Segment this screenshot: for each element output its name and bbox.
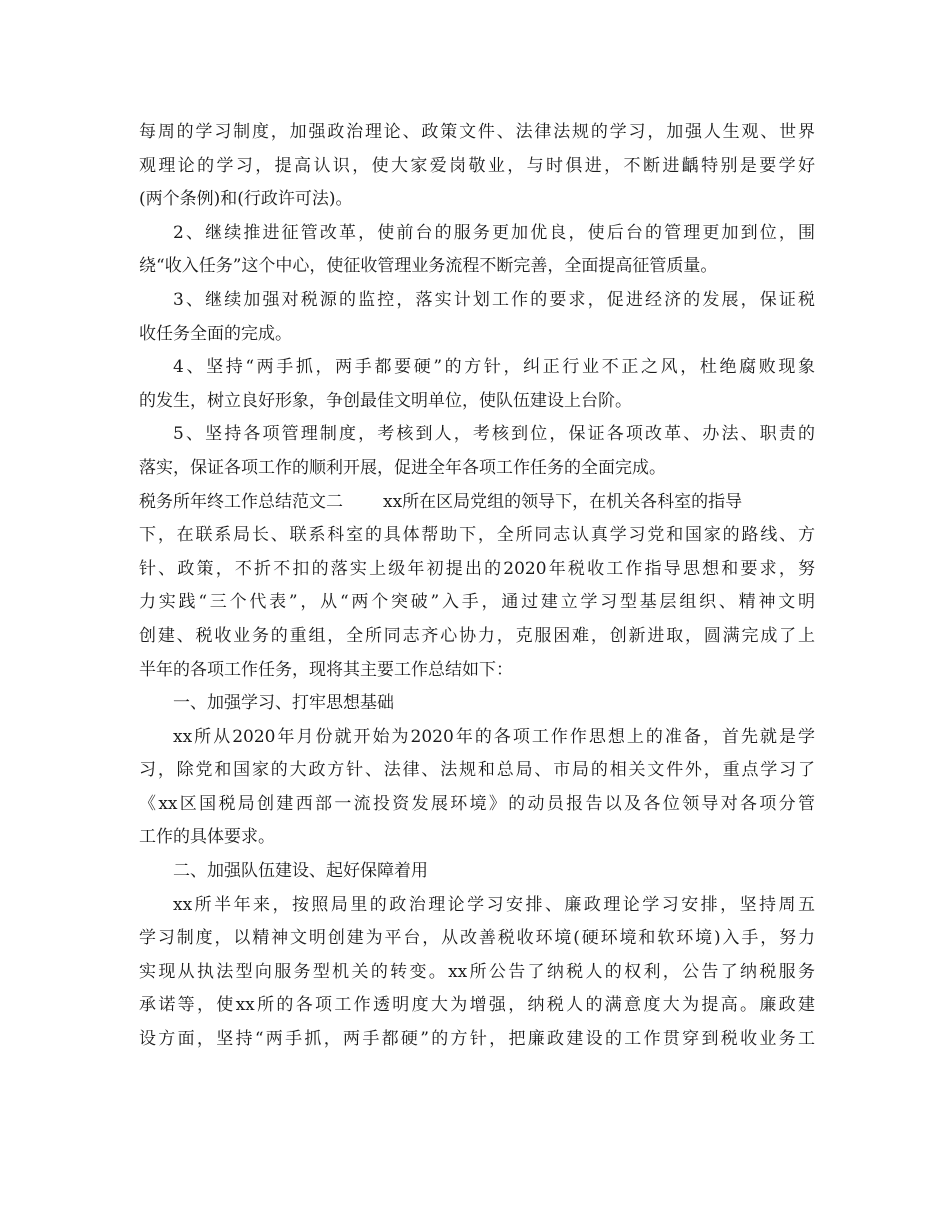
text-line: 2、继续推进征管改革，使前台的服务更加优良，使后台的管理更加到位，围 <box>173 222 815 243</box>
text-line: 工作的具体要求。 <box>139 827 275 848</box>
text-line: 《xx区国税局创建西部一流投资发展环境》的动员报告以及各位领导对各项分管 <box>139 793 815 814</box>
text-line: 学习制度，以精神文明创建为平台，从改善税收环境(硬环境和软环境)入手，努力 <box>139 928 815 949</box>
text-line: 收任务全面的完成。 <box>139 323 292 344</box>
text-line: 创建、税收业务的重组，全所同志齐心协力，克服困难，创新进取，圆满完成了上 <box>139 625 815 646</box>
text-line: 习，除党和国家的大政方针、法律、法规和总局、市局的相关文件外，重点学习了 <box>139 760 815 781</box>
text-line: 二、加强队伍建设、起好保障着用 <box>173 861 428 882</box>
text-line: 的发生，树立良好形象，争创最佳文明单位，使队伍建设上台阶。 <box>139 390 632 411</box>
text-line: 观理论的学习，提高认识，使大家爱岗敬业，与时俱进，不断进齲特别是要学好 <box>139 155 815 176</box>
text-line: 3、继续加强对税源的监控，落实计划工作的要求，促进经济的发展，保证税 <box>173 289 815 310</box>
text-line: 承诺等，使xx所的各项工作透明度大为增强，纳税人的满意度大为提高。廉政建 <box>139 995 815 1016</box>
text-line: (两个条例)和(行政许可法)。 <box>139 189 353 210</box>
text-line: 一、加强学习、打牢思想基础 <box>173 693 394 714</box>
text-line: 力实践“三个代表”，从“两个突破”入手，通过建立学习型基层组织、精神文明 <box>139 592 815 613</box>
section-heading-line <box>139 486 815 520</box>
text-line: 设方面，坚持“两手抓，两手都硬”的方针，把廉政建设的工作贯穿到税收业务工 <box>139 1029 815 1050</box>
text-line: xx所从2020年月份就开始为2020年的各项工作作思想上的准备，首先就是学 <box>173 726 815 747</box>
text-line: xx所半年来，按照局里的政治理论学习安排、廉政理论学习安排，坚持周五 <box>173 894 815 915</box>
document-body <box>139 116 815 1057</box>
paragraph-text: xx所在区局党组的领导下，在机关各科室的指导 <box>383 491 743 512</box>
text-line: 针、政策，不折不扣的落实上级年初提出的2020年税收工作指导思想和要求，努 <box>139 558 815 579</box>
text-line: 实现从执法型向服务型机关的转变。xx所公告了纳税人的权利，公告了纳税服务 <box>139 961 815 982</box>
document-title: 税务所年终工作总结范文二 <box>139 491 343 512</box>
text-line: 绕“收入任务”这个中心，使征收管理业务流程不断完善，全面提高征管质量。 <box>139 256 718 277</box>
text-line: 4、坚持“两手抓，两手都要硬”的方针，纠正行业不正之风，杜绝腐败现象 <box>173 357 815 378</box>
text-line: 落实，保证各项工作的顺利开展，促进全年各项工作任务的全面完成。 <box>139 457 666 478</box>
text-line: 5、坚持各项管理制度，考核到人，考核到位，保证各项改革、办法、职责的 <box>173 424 815 445</box>
text-line: 每周的学习制度，加强政治理论、政策文件、法律法规的学习，加强人生观、世界 <box>139 122 815 142</box>
text-line: 下，在联系局长、联系科室的具体帮助下，全所同志认真学习党和国家的路线、方 <box>139 525 815 546</box>
text-line: 半年的各项工作任务，现将其主要工作总结如下： <box>139 659 513 680</box>
